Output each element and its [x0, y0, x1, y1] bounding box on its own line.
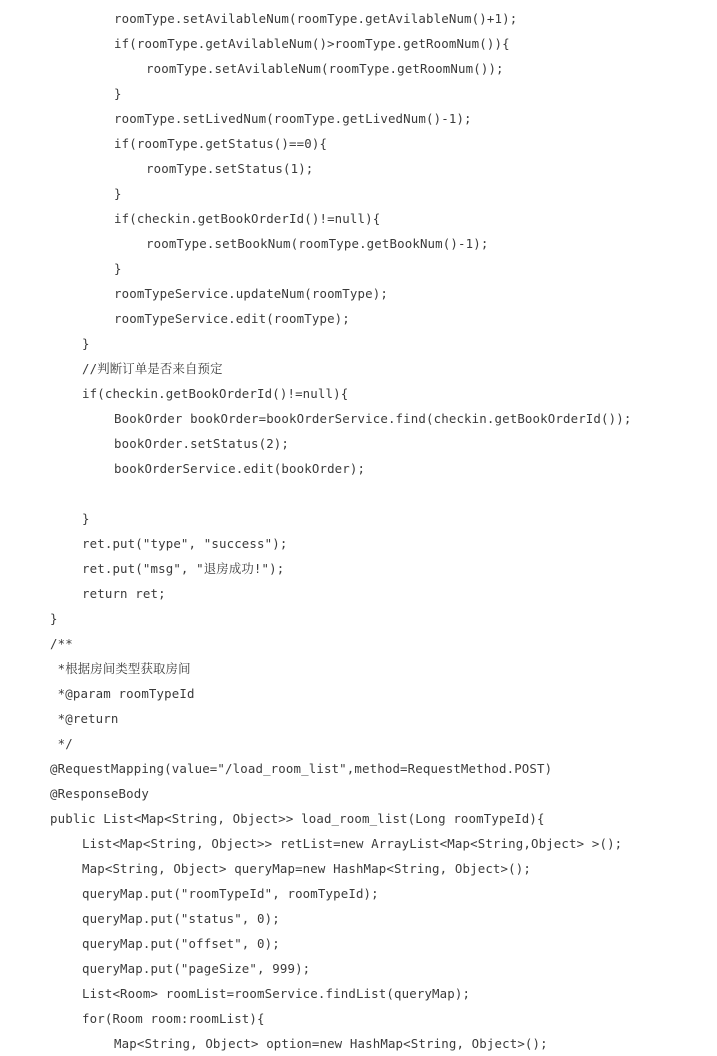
- code-line: }: [50, 611, 58, 626]
- code-line: }: [114, 261, 122, 276]
- code-line: List<Room> roomList=roomService.findList(queryMap);: [82, 986, 471, 1001]
- code-line: if(checkin.getBookOrderId()!=null){: [114, 211, 381, 226]
- code-line: @ResponseBody: [50, 786, 149, 801]
- code-line: }: [82, 336, 90, 351]
- code-line: public List<Map<String, Object>> load_room_list(Long roomTypeId){: [50, 811, 545, 826]
- code-line: queryMap.put("roomTypeId", roomTypeId);: [82, 886, 379, 901]
- code-line: queryMap.put("offset", 0);: [82, 936, 280, 951]
- code-line: bookOrderService.edit(bookOrder);: [114, 461, 366, 476]
- code-line: roomType.setAvilableNum(roomType.getRoomNum());: [146, 61, 504, 76]
- code-line: /**: [50, 636, 73, 651]
- code-line: roomTypeService.updateNum(roomType);: [114, 286, 388, 301]
- code-line: [0, 481, 717, 506]
- code-line: for(Room room:roomList){: [82, 1011, 265, 1026]
- code-line: *根据房间类型获取房间: [50, 661, 191, 676]
- code-line: if(roomType.getStatus()==0){: [114, 136, 328, 151]
- code-line: roomTypeService.edit(roomType);: [114, 311, 350, 326]
- code-line: roomType.setAvilableNum(roomType.getAvilableNum()+1);: [114, 11, 518, 26]
- code-line: roomType.setLivedNum(roomType.getLivedNum()-1);: [114, 111, 472, 126]
- code-line: */: [50, 736, 73, 751]
- code-line: }: [114, 186, 122, 201]
- code-line: return ret;: [82, 586, 166, 601]
- code-line: }: [114, 86, 122, 101]
- code-line: ret.put("msg", "退房成功!");: [82, 561, 285, 576]
- code-line: List<Map<String, Object>> retList=new ArrayList<Map<String,Object> >();: [82, 836, 623, 851]
- code-line: *@param roomTypeId: [50, 686, 195, 701]
- code-line: Map<String, Object> queryMap=new HashMap<String, Object>();: [82, 861, 531, 876]
- code-line: BookOrder bookOrder=bookOrderService.find(checkin.getBookOrderId());: [114, 411, 632, 426]
- code-line: roomType.setStatus(1);: [146, 161, 314, 176]
- code-line: ret.put("type", "success");: [82, 536, 288, 551]
- code-line: }: [82, 511, 90, 526]
- code-line: if(roomType.getAvilableNum()>roomType.getRoomNum()){: [114, 36, 510, 51]
- code-line: Map<String, Object> option=new HashMap<String, Object>();: [114, 1036, 548, 1051]
- code-line: roomType.setBookNum(roomType.getBookNum()-1);: [146, 236, 489, 251]
- code-line: bookOrder.setStatus(2);: [114, 436, 290, 451]
- code-line: @RequestMapping(value="/load_room_list",method=RequestMethod.POST): [50, 761, 553, 776]
- code-line: //判断订单是否来自预定: [82, 361, 223, 376]
- code-line: *@return: [50, 711, 119, 726]
- code-line: queryMap.put("status", 0);: [82, 911, 280, 926]
- code-line: if(checkin.getBookOrderId()!=null){: [82, 386, 349, 401]
- code-line: queryMap.put("pageSize", 999);: [82, 961, 311, 976]
